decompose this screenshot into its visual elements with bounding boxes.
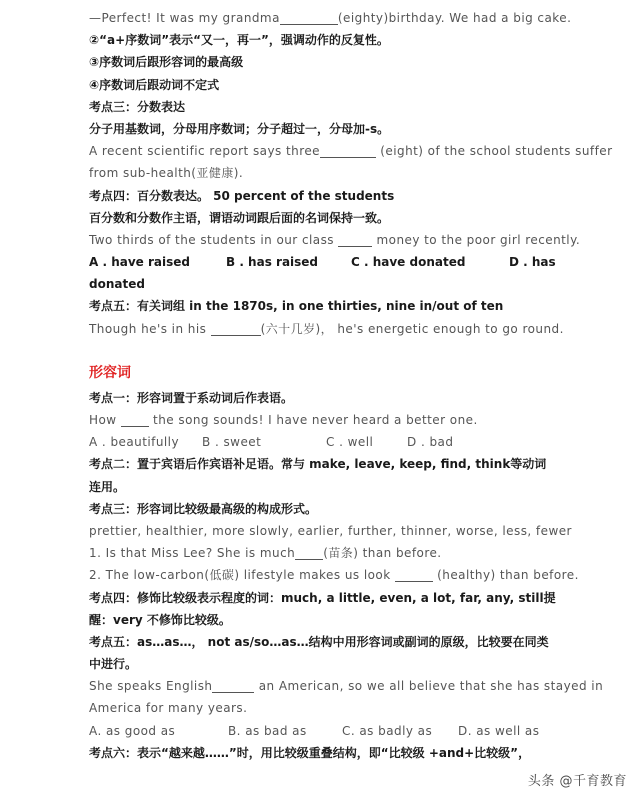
answer-blank bbox=[121, 412, 149, 427]
example-sentence bbox=[89, 520, 609, 542]
sentence-fragment: 1. Is that Miss Lee? She is much bbox=[89, 546, 296, 561]
example-sentence bbox=[89, 697, 609, 719]
heading-line: 连用。 bbox=[89, 479, 126, 494]
heading-line: ③序数词后跟形容词的最高级 bbox=[89, 55, 244, 70]
answer-option: D . bad bbox=[407, 435, 454, 450]
heading-line: 醒：very 不修饰比较级。 bbox=[89, 612, 231, 627]
heading-line: 考点四：修饰比较级表示程度的词：much, a little, even, a lot, far, any, still提 bbox=[89, 590, 556, 605]
answer-blank bbox=[212, 678, 254, 693]
heading-line: 考点三：分数表达 bbox=[89, 99, 186, 114]
sentence-fragment: money to the poor girl recently. bbox=[372, 232, 581, 247]
heading-line: 考点五：as…as…， not as/so…as…结构中用形容词或副词的原级，比较要在同类 bbox=[89, 634, 549, 649]
sentence-fragment: the song sounds! I have never heard a better one. bbox=[148, 413, 478, 427]
answer-option: C . well bbox=[326, 435, 374, 450]
heading-line: 考点一：形容词置于系动词后作表语。 bbox=[89, 390, 294, 405]
section-title-adjectives: 形容词 bbox=[89, 364, 131, 381]
sentence-fragment: Though he's in his bbox=[89, 321, 211, 336]
answer-options bbox=[89, 251, 609, 273]
top-block bbox=[89, 7, 613, 340]
answer-blank bbox=[295, 545, 323, 560]
answer-option: B . sweet bbox=[202, 435, 262, 450]
document-page bbox=[89, 7, 613, 764]
answer-option: A. as good as bbox=[89, 723, 176, 738]
heading-line: 考点二：置于宾语后作宾语补足语。常与 make, leave, keep, find, think等动词 bbox=[89, 457, 547, 472]
answer-option: C. as badly as bbox=[342, 723, 433, 738]
sentence-fragment: an American, so we all believe that she has stayed in bbox=[254, 679, 604, 694]
answer-options bbox=[89, 720, 609, 742]
example-sentence bbox=[89, 140, 613, 162]
example-sentence bbox=[89, 7, 609, 29]
sentence-fragment: (eighty)birthday. We had a big cake. bbox=[337, 11, 572, 25]
heading-line: 考点四：百分数表达。 50 percent of the students bbox=[89, 188, 395, 203]
example-sentence bbox=[89, 564, 609, 586]
answer-blank bbox=[320, 143, 376, 158]
example-sentence bbox=[89, 162, 609, 184]
answer-option: D. as well as bbox=[458, 723, 540, 738]
example-sentence bbox=[89, 229, 609, 251]
heading-line: 中进行。 bbox=[89, 657, 138, 672]
sentence-fragment: from sub-health(亚健康). bbox=[89, 166, 244, 181]
sentence-fragment: A recent scientific report says three bbox=[89, 144, 320, 159]
heading-line: 分子用基数词，分母用序数词；分子超过一，分母加-s。 bbox=[89, 121, 390, 136]
example-sentence bbox=[89, 318, 609, 340]
example-sentence bbox=[89, 409, 609, 431]
example-sentence bbox=[89, 542, 609, 564]
sentence-fragment: She speaks English bbox=[89, 679, 213, 694]
sentence-fragment: 2. The low-carbon(低碳) lifestyle makes us look bbox=[89, 568, 395, 583]
heading-line: 百分数和分数作主语，谓语动词跟后面的名词保持一致。 bbox=[89, 210, 390, 225]
answer-options bbox=[89, 431, 609, 453]
sentence-fragment: (苗条) than before. bbox=[323, 546, 442, 561]
answer-blank bbox=[395, 567, 433, 582]
answer-option: A . beautifully bbox=[89, 435, 179, 450]
answer-blank bbox=[211, 321, 261, 336]
sentence-fragment: (eight) of the school students suffer bbox=[376, 144, 613, 159]
answer-blank bbox=[280, 10, 338, 25]
answer-option: A . have raised bbox=[89, 255, 190, 270]
bottom-block bbox=[89, 387, 609, 764]
answer-option: C . have donated bbox=[351, 255, 466, 270]
answer-blank bbox=[338, 232, 372, 247]
heading-line: 考点五：有关词组 in the 1870s, in one thirties, nine in/out of ten bbox=[89, 299, 504, 314]
sentence-fragment: Two thirds of the students in our class bbox=[89, 232, 339, 247]
sentence-fragment: —Perfect! It was my grandma bbox=[89, 11, 280, 25]
answer-option: B . has raised bbox=[226, 255, 319, 270]
watermark: 头条 @千育教育 bbox=[527, 774, 627, 789]
heading-line: 考点三：形容词比较级最高级的构成形式。 bbox=[89, 501, 318, 516]
sentence-fragment: prettier, healthier, more slowly, earlier, further, thinner, worse, less, fewer bbox=[89, 523, 572, 538]
example-sentence bbox=[89, 675, 609, 697]
heading-line: ④序数词后跟动词不定式 bbox=[89, 77, 220, 92]
answer-option: B. as bad as bbox=[228, 723, 307, 738]
heading-line: ②“a+序数词”表示“又一，再一”，强调动作的反复性。 bbox=[89, 33, 389, 48]
answer-option: D . has bbox=[509, 255, 556, 270]
heading-line: donated bbox=[89, 277, 145, 292]
sentence-fragment: (healthy) than before. bbox=[432, 568, 579, 583]
heading-line: 考点六：表示“越来越……”时，用比较级重叠结构，即“比较级 +and+比较级”， bbox=[89, 745, 531, 760]
sentence-fragment: (六十几岁)， he's energetic enough to go round. bbox=[260, 321, 564, 336]
sentence-fragment: How bbox=[89, 413, 121, 427]
sentence-fragment: America for many years. bbox=[89, 701, 248, 716]
